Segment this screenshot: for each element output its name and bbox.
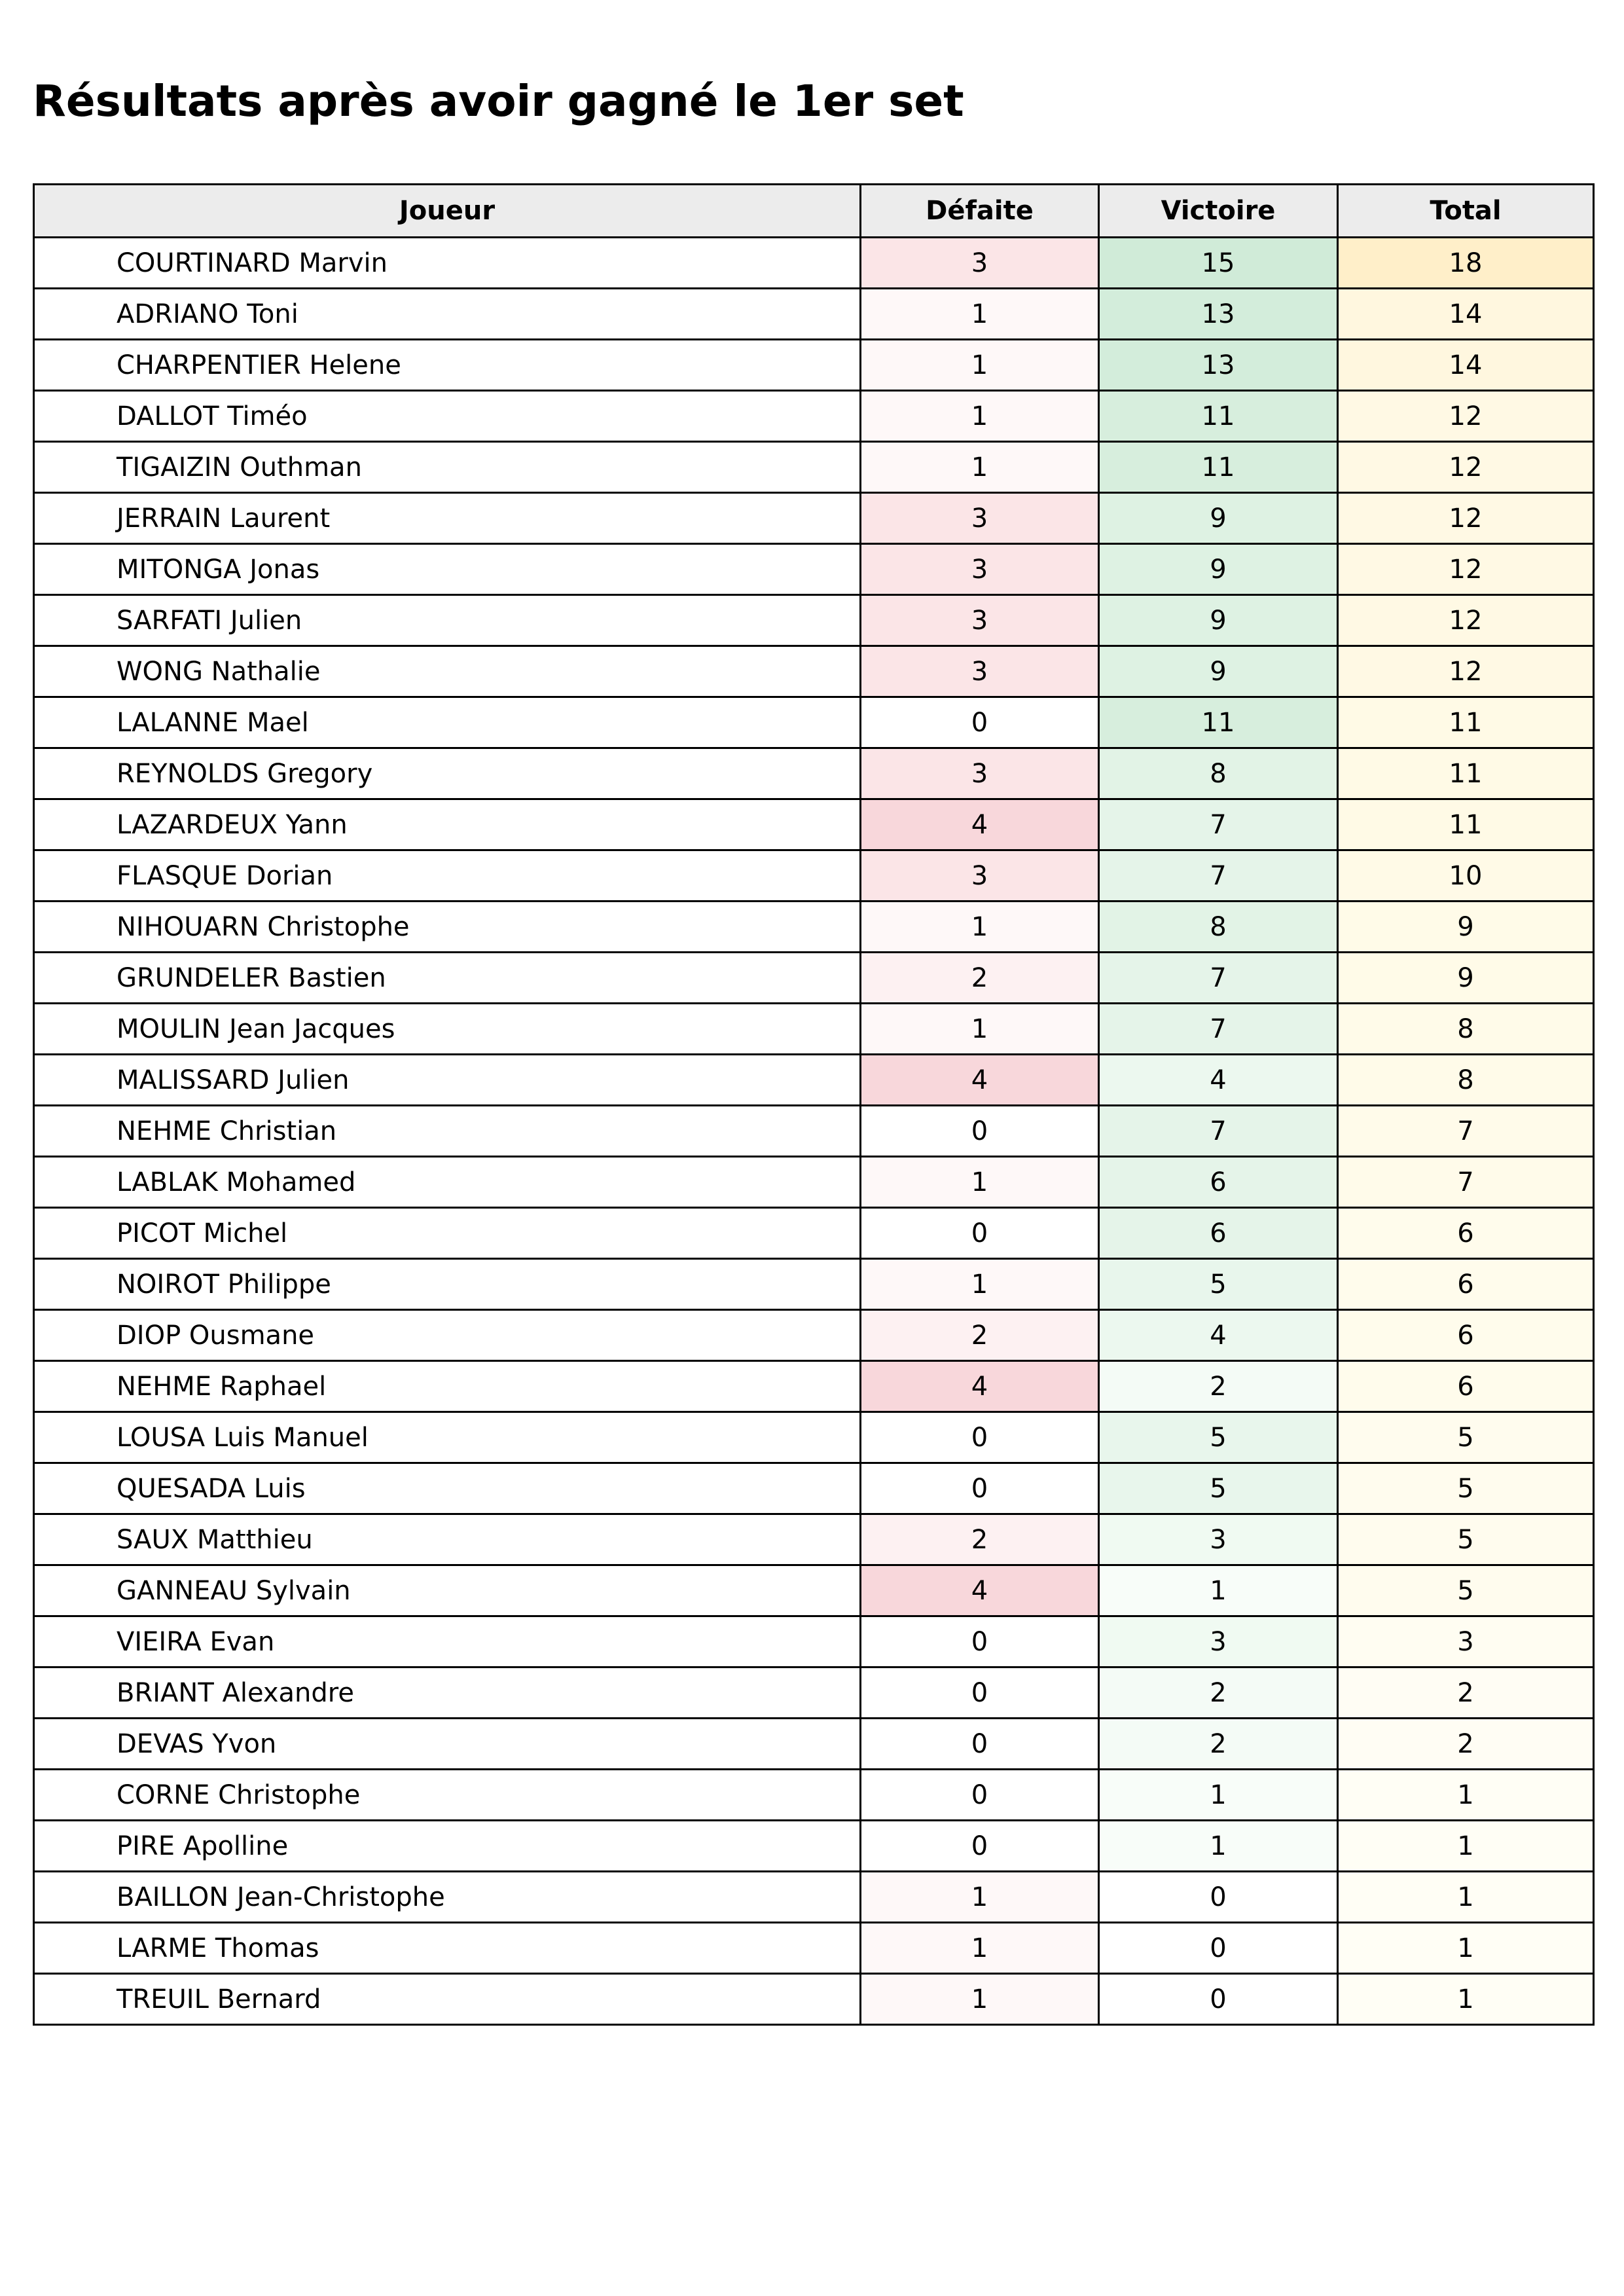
- total-cell: 5: [1338, 1565, 1594, 1616]
- victoire-cell: 5: [1099, 1259, 1338, 1310]
- player-name-cell: FLASQUE Dorian: [34, 850, 861, 902]
- player-name-cell: SAUX Matthieu: [34, 1514, 861, 1565]
- defaite-cell: 1: [861, 340, 1099, 391]
- total-cell: 6: [1338, 1310, 1594, 1361]
- victoire-cell: 13: [1099, 289, 1338, 340]
- victoire-cell: 11: [1099, 391, 1338, 442]
- total-cell: 12: [1338, 442, 1594, 493]
- defaite-cell: 0: [861, 1616, 1099, 1667]
- victoire-cell: 1: [1099, 1821, 1338, 1872]
- player-name-cell: CORNE Christophe: [34, 1770, 861, 1821]
- defaite-cell: 3: [861, 850, 1099, 902]
- table-row: [34, 1565, 1594, 1616]
- player-name-cell: LARME Thomas: [34, 1923, 861, 1974]
- defaite-cell: 0: [861, 1821, 1099, 1872]
- victoire-cell: 9: [1099, 646, 1338, 697]
- total-cell: 11: [1338, 748, 1594, 799]
- header-victoire: Victoire: [1099, 185, 1338, 238]
- total-cell: 12: [1338, 493, 1594, 544]
- table-row: [34, 1821, 1594, 1872]
- table-row: [34, 1208, 1594, 1259]
- player-name-cell: DALLOT Timéo: [34, 391, 861, 442]
- player-name-cell: NEHME Christian: [34, 1106, 861, 1157]
- table-row: [34, 595, 1594, 646]
- player-name-cell: CHARPENTIER Helene: [34, 340, 861, 391]
- victoire-cell: 13: [1099, 340, 1338, 391]
- defaite-cell: 0: [861, 697, 1099, 748]
- results-table: [33, 183, 1595, 2026]
- victoire-cell: 9: [1099, 595, 1338, 646]
- victoire-cell: 6: [1099, 1208, 1338, 1259]
- table-row: [34, 493, 1594, 544]
- table-row: [34, 1055, 1594, 1106]
- defaite-cell: 0: [861, 1667, 1099, 1719]
- defaite-cell: 1: [861, 289, 1099, 340]
- table-row: [34, 1923, 1594, 1974]
- player-name-cell: LABLAK Mohamed: [34, 1157, 861, 1208]
- victoire-cell: 15: [1099, 238, 1338, 289]
- victoire-cell: 2: [1099, 1667, 1338, 1719]
- player-name-cell: COURTINARD Marvin: [34, 238, 861, 289]
- defaite-cell: 0: [861, 1106, 1099, 1157]
- player-name-cell: DIOP Ousmane: [34, 1310, 861, 1361]
- defaite-cell: 2: [861, 1514, 1099, 1565]
- total-cell: 11: [1338, 799, 1594, 850]
- victoire-cell: 5: [1099, 1412, 1338, 1463]
- defaite-cell: 1: [861, 1004, 1099, 1055]
- player-name-cell: MOULIN Jean Jacques: [34, 1004, 861, 1055]
- total-cell: 1: [1338, 1770, 1594, 1821]
- defaite-cell: 0: [861, 1412, 1099, 1463]
- table-row: [34, 1157, 1594, 1208]
- victoire-cell: 0: [1099, 1923, 1338, 1974]
- victoire-cell: 11: [1099, 697, 1338, 748]
- player-name-cell: NEHME Raphael: [34, 1361, 861, 1412]
- player-name-cell: ADRIANO Toni: [34, 289, 861, 340]
- player-name-cell: BRIANT Alexandre: [34, 1667, 861, 1719]
- defaite-cell: 1: [861, 1872, 1099, 1923]
- victoire-cell: 5: [1099, 1463, 1338, 1514]
- victoire-cell: 11: [1099, 442, 1338, 493]
- table-row: [34, 340, 1594, 391]
- player-name-cell: VIEIRA Evan: [34, 1616, 861, 1667]
- player-name-cell: LALANNE Mael: [34, 697, 861, 748]
- player-name-cell: NIHOUARN Christophe: [34, 902, 861, 953]
- victoire-cell: 7: [1099, 799, 1338, 850]
- table-row: [34, 646, 1594, 697]
- defaite-cell: 4: [861, 1361, 1099, 1412]
- player-name-cell: LOUSA Luis Manuel: [34, 1412, 861, 1463]
- defaite-cell: 3: [861, 544, 1099, 595]
- total-cell: 12: [1338, 391, 1594, 442]
- defaite-cell: 1: [861, 1923, 1099, 1974]
- defaite-cell: 1: [861, 1157, 1099, 1208]
- defaite-cell: 3: [861, 493, 1099, 544]
- victoire-cell: 4: [1099, 1055, 1338, 1106]
- total-cell: 9: [1338, 902, 1594, 953]
- page-title: Résultats après avoir gagné le 1er set: [33, 76, 964, 126]
- victoire-cell: 7: [1099, 1106, 1338, 1157]
- victoire-cell: 7: [1099, 850, 1338, 902]
- total-cell: 6: [1338, 1361, 1594, 1412]
- table-row: [34, 1667, 1594, 1719]
- player-name-cell: DEVAS Yvon: [34, 1719, 861, 1770]
- total-cell: 9: [1338, 953, 1594, 1004]
- player-name-cell: GANNEAU Sylvain: [34, 1565, 861, 1616]
- table-row: [34, 748, 1594, 799]
- player-name-cell: LAZARDEUX Yann: [34, 799, 861, 850]
- total-cell: 10: [1338, 850, 1594, 902]
- table-body: [34, 238, 1594, 2025]
- victoire-cell: 2: [1099, 1719, 1338, 1770]
- total-cell: 7: [1338, 1106, 1594, 1157]
- player-name-cell: TIGAIZIN Outhman: [34, 442, 861, 493]
- table-row: [34, 799, 1594, 850]
- player-name-cell: BAILLON Jean-Christophe: [34, 1872, 861, 1923]
- player-name-cell: TREUIL Bernard: [34, 1974, 861, 2025]
- table-row: [34, 1310, 1594, 1361]
- victoire-cell: 1: [1099, 1565, 1338, 1616]
- player-name-cell: PICOT Michel: [34, 1208, 861, 1259]
- victoire-cell: 8: [1099, 902, 1338, 953]
- defaite-cell: 3: [861, 646, 1099, 697]
- table-row: [34, 1106, 1594, 1157]
- total-cell: 12: [1338, 544, 1594, 595]
- defaite-cell: 1: [861, 442, 1099, 493]
- victoire-cell: 0: [1099, 1872, 1338, 1923]
- defaite-cell: 4: [861, 1565, 1099, 1616]
- header-joueur: Joueur: [34, 185, 861, 238]
- player-name-cell: GRUNDELER Bastien: [34, 953, 861, 1004]
- table-header-row: [34, 185, 1594, 238]
- table-row: [34, 1361, 1594, 1412]
- table-row: [34, 1412, 1594, 1463]
- defaite-cell: 0: [861, 1208, 1099, 1259]
- player-name-cell: MITONGA Jonas: [34, 544, 861, 595]
- table-row: [34, 902, 1594, 953]
- total-cell: 1: [1338, 1821, 1594, 1872]
- total-cell: 1: [1338, 1974, 1594, 2025]
- victoire-cell: 7: [1099, 1004, 1338, 1055]
- table-row: [34, 289, 1594, 340]
- table-row: [34, 1259, 1594, 1310]
- table-row: [34, 697, 1594, 748]
- defaite-cell: 0: [861, 1463, 1099, 1514]
- defaite-cell: 2: [861, 953, 1099, 1004]
- victoire-cell: 8: [1099, 748, 1338, 799]
- total-cell: 3: [1338, 1616, 1594, 1667]
- table-row: [34, 1463, 1594, 1514]
- player-name-cell: PIRE Apolline: [34, 1821, 861, 1872]
- total-cell: 14: [1338, 340, 1594, 391]
- total-cell: 5: [1338, 1412, 1594, 1463]
- total-cell: 5: [1338, 1463, 1594, 1514]
- total-cell: 11: [1338, 697, 1594, 748]
- total-cell: 8: [1338, 1055, 1594, 1106]
- defaite-cell: 4: [861, 1055, 1099, 1106]
- total-cell: 8: [1338, 1004, 1594, 1055]
- victoire-cell: 9: [1099, 493, 1338, 544]
- victoire-cell: 0: [1099, 1974, 1338, 2025]
- total-cell: 18: [1338, 238, 1594, 289]
- table-row: [34, 391, 1594, 442]
- table-row: [34, 1872, 1594, 1923]
- victoire-cell: 3: [1099, 1514, 1338, 1565]
- table-row: [34, 953, 1594, 1004]
- player-name-cell: MALISSARD Julien: [34, 1055, 861, 1106]
- table-row: [34, 1719, 1594, 1770]
- total-cell: 6: [1338, 1259, 1594, 1310]
- total-cell: 6: [1338, 1208, 1594, 1259]
- table-row: [34, 544, 1594, 595]
- player-name-cell: REYNOLDS Gregory: [34, 748, 861, 799]
- victoire-cell: 1: [1099, 1770, 1338, 1821]
- table-row: [34, 442, 1594, 493]
- total-cell: 5: [1338, 1514, 1594, 1565]
- total-cell: 2: [1338, 1667, 1594, 1719]
- player-name-cell: SARFATI Julien: [34, 595, 861, 646]
- victoire-cell: 4: [1099, 1310, 1338, 1361]
- defaite-cell: 1: [861, 902, 1099, 953]
- table-row: [34, 1770, 1594, 1821]
- defaite-cell: 1: [861, 391, 1099, 442]
- total-cell: 1: [1338, 1923, 1594, 1974]
- table-row: [34, 1004, 1594, 1055]
- total-cell: 1: [1338, 1872, 1594, 1923]
- victoire-cell: 6: [1099, 1157, 1338, 1208]
- table-row: [34, 850, 1594, 902]
- player-name-cell: NOIROT Philippe: [34, 1259, 861, 1310]
- defaite-cell: 2: [861, 1310, 1099, 1361]
- player-name-cell: WONG Nathalie: [34, 646, 861, 697]
- total-cell: 7: [1338, 1157, 1594, 1208]
- total-cell: 2: [1338, 1719, 1594, 1770]
- header-total: Total: [1338, 185, 1594, 238]
- victoire-cell: 3: [1099, 1616, 1338, 1667]
- defaite-cell: 0: [861, 1719, 1099, 1770]
- table-row: [34, 238, 1594, 289]
- player-name-cell: QUESADA Luis: [34, 1463, 861, 1514]
- defaite-cell: 4: [861, 799, 1099, 850]
- table-row: [34, 1514, 1594, 1565]
- defaite-cell: 3: [861, 748, 1099, 799]
- player-name-cell: JERRAIN Laurent: [34, 493, 861, 544]
- header-defaite: Défaite: [861, 185, 1099, 238]
- defaite-cell: 1: [861, 1259, 1099, 1310]
- defaite-cell: 0: [861, 1770, 1099, 1821]
- total-cell: 14: [1338, 289, 1594, 340]
- total-cell: 12: [1338, 646, 1594, 697]
- table-row: [34, 1974, 1594, 2025]
- table-row: [34, 1616, 1594, 1667]
- victoire-cell: 9: [1099, 544, 1338, 595]
- total-cell: 12: [1338, 595, 1594, 646]
- defaite-cell: 1: [861, 1974, 1099, 2025]
- victoire-cell: 7: [1099, 953, 1338, 1004]
- defaite-cell: 3: [861, 238, 1099, 289]
- defaite-cell: 3: [861, 595, 1099, 646]
- victoire-cell: 2: [1099, 1361, 1338, 1412]
